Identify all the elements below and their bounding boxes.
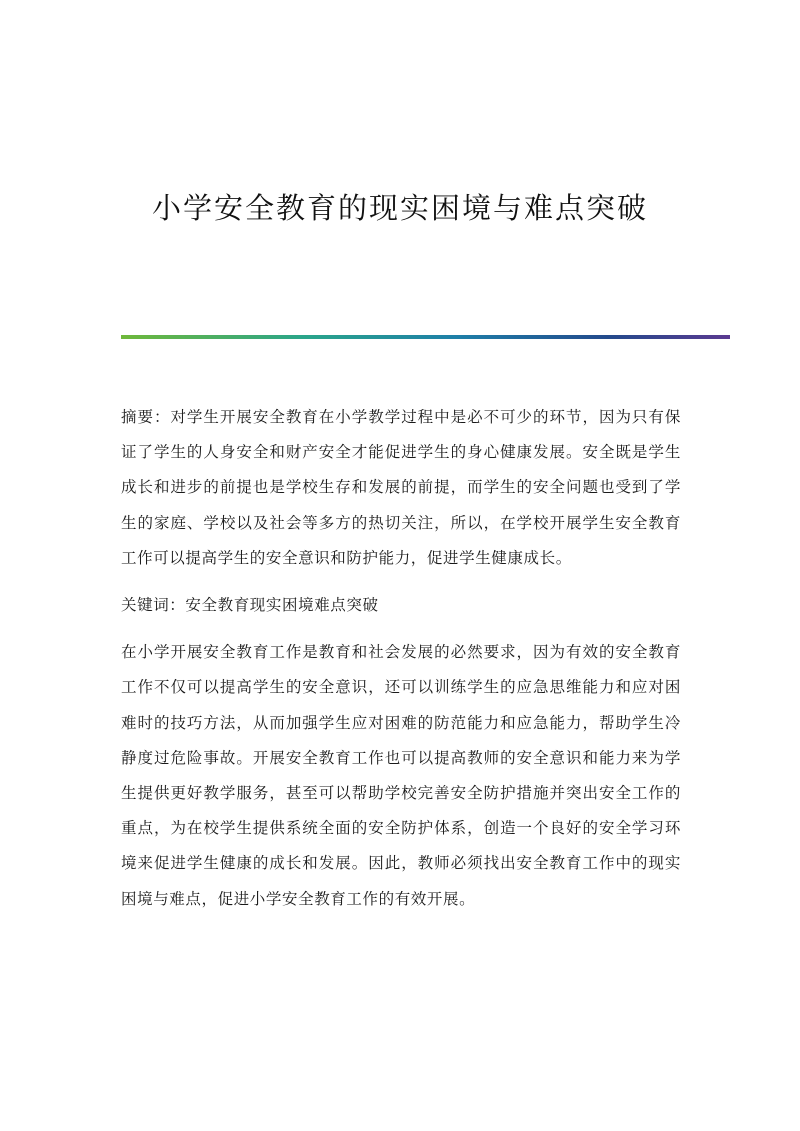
keywords-paragraph — [121, 588, 681, 623]
document-title: 小学安全教育的现实困境与难点突破 — [151, 191, 648, 225]
document-body — [121, 400, 681, 929]
body-paragraph: 在小学开展安全教育工作是教育和社会发展的必然要求，因为有效的安全教育工作不仅可以提高学生的安全意识，还可以训练学生的应急思维能力和应对困难时的技巧方法，从而加强学生应对困难的防范能力和应急能力，帮助学生冷静度过危险事故。开展安全教育工作也可以提高教师的安全意识和能力来为学生提供更好教学服务，甚至可以帮助学校完善安全防护措施并突出安全工作的重点，为在校学生提供系统全面的安全防护体系，创造一个良好的安全学习环境来促进学生健康的成长和发展。因此，教师必须找出安全教育工作中的现实困境与难点，促进小学安全教育工作的有效开展。 — [121, 643, 681, 908]
keywords-text: 安全教育现实困境难点突破 — [185, 596, 379, 615]
title-divider — [121, 335, 730, 339]
abstract-paragraph — [121, 400, 681, 576]
abstract-label: 摘要： — [121, 408, 171, 426]
keywords-label: 关键词： — [121, 596, 186, 615]
abstract-text: 对学生开展安全教育在小学教学过程中是必不可少的环节，因为只有保证了学生的人身安全和财产安全才能促进学生的身心健康发展。安全既是学生成长和进步的前提也是学校生存和发展的前提，而学生的安全问题也受到了学生的家庭、学校以及社会等多方的热切关注，所以，在学校开展学生安全教育工作可以提高学生的安全意识和防护能力，促进学生健康成长。 — [121, 408, 681, 567]
